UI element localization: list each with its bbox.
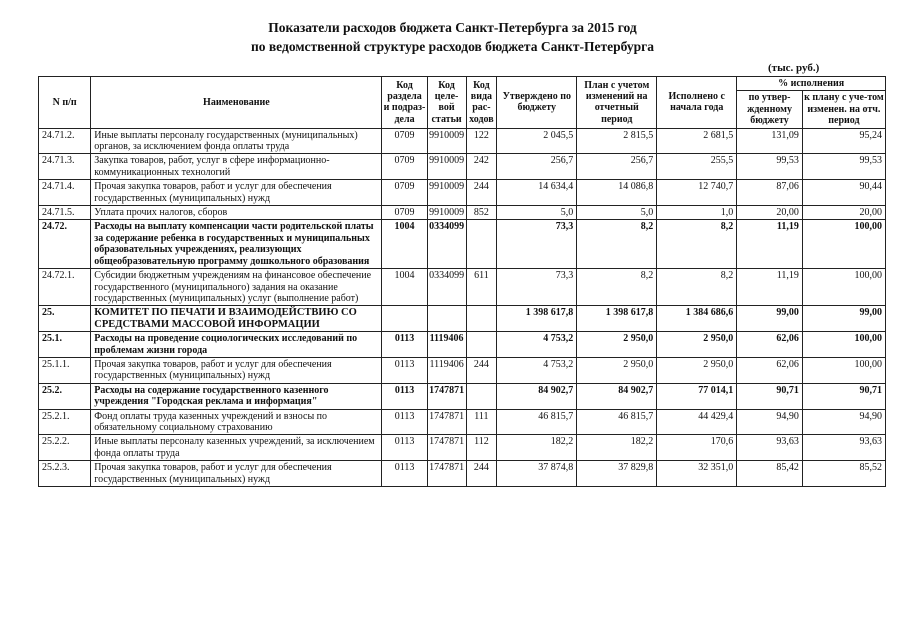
cell-name: Расходы на проведение социологических исследований по проблемам жизни города xyxy=(91,332,382,358)
cell-pct-budget: 87,06 xyxy=(737,180,803,206)
cell-plan: 1 398 617,8 xyxy=(577,306,657,332)
cell-kind: 112 xyxy=(466,435,497,461)
cell-kind: 111 xyxy=(466,409,497,435)
col-header-num: N п/п xyxy=(39,77,91,129)
cell-article: 1747871 xyxy=(427,435,466,461)
cell-num: 24.72.1. xyxy=(39,269,91,306)
cell-plan: 8,2 xyxy=(577,269,657,306)
cell-plan: 8,2 xyxy=(577,220,657,269)
cell-pct-budget: 11,19 xyxy=(737,269,803,306)
cell-plan: 2 950,0 xyxy=(577,332,657,358)
col-header-pct-group: % исполнения xyxy=(737,77,886,91)
cell-pct-plan: 93,63 xyxy=(802,435,885,461)
cell-kind: 244 xyxy=(466,357,497,383)
cell-name: Закупка товаров, работ, услуг в сфере информационно-коммуникационных технологий xyxy=(91,154,382,180)
cell-kind: 244 xyxy=(466,180,497,206)
cell-kind: 611 xyxy=(466,269,497,306)
cell-section: 0113 xyxy=(382,435,427,461)
cell-name: Иные выплаты персоналу казенных учреждений, за исключением фонда оплаты труда xyxy=(91,435,382,461)
col-header-executed: Исполнено с начала года xyxy=(657,77,737,129)
cell-section: 0709 xyxy=(382,180,427,206)
cell-kind: 242 xyxy=(466,154,497,180)
col-header-article: Код целе-вой статьи xyxy=(427,77,466,129)
cell-pct-budget: 20,00 xyxy=(737,206,803,220)
table-row xyxy=(39,357,886,383)
cell-num: 24.71.2. xyxy=(39,128,91,154)
cell-pct-plan: 90,71 xyxy=(802,383,885,409)
cell-plan: 5,0 xyxy=(577,206,657,220)
cell-name: Прочая закупка товаров, работ и услуг для обеспечения государственных (муниципальных) нужд xyxy=(91,180,382,206)
cell-approved: 84 902,7 xyxy=(497,383,577,409)
col-header-section: Код раздела и подраз-дела xyxy=(382,77,427,129)
cell-executed: 1 384 686,6 xyxy=(657,306,737,332)
cell-plan: 2 815,5 xyxy=(577,128,657,154)
col-header-name: Наименование xyxy=(91,77,382,129)
col-header-plan: План с учетом изменений на отчетный период xyxy=(577,77,657,129)
cell-executed: 1,0 xyxy=(657,206,737,220)
table-body xyxy=(39,128,886,486)
cell-executed: 2 950,0 xyxy=(657,332,737,358)
table-row xyxy=(39,332,886,358)
cell-pct-plan: 85,52 xyxy=(802,461,885,487)
cell-name: Расходы на выплату компенсации части родительской платы за содержание ребенка в государственных и муниципальных образовательных учреждениях, реализующих общеобразовательную программу дошкольного образования xyxy=(91,220,382,269)
cell-num: 25.2. xyxy=(39,383,91,409)
cell-article xyxy=(427,306,466,332)
cell-plan: 46 815,7 xyxy=(577,409,657,435)
cell-article: 1747871 xyxy=(427,461,466,487)
cell-pct-plan: 100,00 xyxy=(802,332,885,358)
cell-pct-budget: 131,09 xyxy=(737,128,803,154)
cell-pct-budget: 85,42 xyxy=(737,461,803,487)
cell-approved: 1 398 617,8 xyxy=(497,306,577,332)
cell-name: Прочая закупка товаров, работ и услуг для обеспечения государственных (муниципальных) нужд xyxy=(91,357,382,383)
cell-approved: 14 634,4 xyxy=(497,180,577,206)
table-row xyxy=(39,128,886,154)
cell-executed: 77 014,1 xyxy=(657,383,737,409)
cell-plan: 2 950,0 xyxy=(577,357,657,383)
title-line-1: Показатели расходов бюджета Санкт-Петербурга за 2015 год xyxy=(268,20,637,35)
title-line-2: по ведомственной структуре расходов бюджета Санкт-Петербурга xyxy=(250,39,655,54)
cell-section: 0113 xyxy=(382,332,427,358)
cell-pct-budget: 62,06 xyxy=(737,332,803,358)
table-row xyxy=(39,435,886,461)
cell-article: 0334099 xyxy=(427,220,466,269)
document-title xyxy=(0,18,905,56)
cell-section: 1004 xyxy=(382,220,427,269)
cell-pct-plan: 95,24 xyxy=(802,128,885,154)
cell-plan: 14 086,8 xyxy=(577,180,657,206)
cell-article: 1747871 xyxy=(427,383,466,409)
cell-kind xyxy=(466,332,497,358)
cell-approved: 5,0 xyxy=(497,206,577,220)
cell-approved: 46 815,7 xyxy=(497,409,577,435)
cell-kind: 852 xyxy=(466,206,497,220)
table-row xyxy=(39,409,886,435)
cell-pct-budget: 11,19 xyxy=(737,220,803,269)
cell-pct-budget: 90,71 xyxy=(737,383,803,409)
cell-num: 24.71.4. xyxy=(39,180,91,206)
cell-pct-plan: 100,00 xyxy=(802,357,885,383)
cell-kind: 122 xyxy=(466,128,497,154)
cell-approved: 256,7 xyxy=(497,154,577,180)
cell-approved: 2 045,5 xyxy=(497,128,577,154)
cell-section: 0709 xyxy=(382,154,427,180)
cell-pct-plan: 100,00 xyxy=(802,220,885,269)
cell-name: Уплата прочих налогов, сборов xyxy=(91,206,382,220)
cell-approved: 73,3 xyxy=(497,269,577,306)
cell-pct-plan: 94,90 xyxy=(802,409,885,435)
cell-pct-plan: 99,00 xyxy=(802,306,885,332)
cell-plan: 37 829,8 xyxy=(577,461,657,487)
cell-pct-plan: 99,53 xyxy=(802,154,885,180)
cell-section: 0113 xyxy=(382,357,427,383)
cell-article: 9910009 xyxy=(427,180,466,206)
units-label: (тыс. руб.) xyxy=(768,62,820,74)
cell-kind: 244 xyxy=(466,461,497,487)
table-row xyxy=(39,154,886,180)
cell-executed: 44 429,4 xyxy=(657,409,737,435)
table-row xyxy=(39,180,886,206)
cell-kind xyxy=(466,383,497,409)
cell-section: 0113 xyxy=(382,383,427,409)
cell-num: 24.71.3. xyxy=(39,154,91,180)
cell-num: 25.1. xyxy=(39,332,91,358)
cell-executed: 8,2 xyxy=(657,269,737,306)
cell-num: 24.71.5. xyxy=(39,206,91,220)
table-row xyxy=(39,206,886,220)
cell-article: 1119406 xyxy=(427,332,466,358)
col-header-kind: Код вида рас-ходов xyxy=(466,77,497,129)
cell-num: 24.72. xyxy=(39,220,91,269)
cell-num: 25.1.1. xyxy=(39,357,91,383)
table-row xyxy=(39,220,886,269)
cell-article: 9910009 xyxy=(429,207,465,219)
cell-approved: 73,3 xyxy=(497,220,577,269)
cell-name: Расходы на содержание государственного казенного учреждения "Городская реклама и информация" xyxy=(91,383,382,409)
cell-executed: 8,2 xyxy=(657,220,737,269)
cell-plan: 256,7 xyxy=(577,154,657,180)
table-row xyxy=(39,306,886,332)
cell-kind xyxy=(466,220,497,269)
cell-approved: 4 753,2 xyxy=(497,332,577,358)
table-row xyxy=(39,269,886,306)
cell-plan: 182,2 xyxy=(577,435,657,461)
cell-section: 0709 xyxy=(382,128,427,154)
table-header xyxy=(39,77,886,129)
cell-approved: 4 753,2 xyxy=(497,357,577,383)
cell-num: 25. xyxy=(39,306,91,332)
cell-kind xyxy=(466,306,497,332)
cell-pct-plan: 100,00 xyxy=(802,269,885,306)
cell-executed: 32 351,0 xyxy=(657,461,737,487)
cell-article: 9910009 xyxy=(427,154,466,180)
table-row xyxy=(39,383,886,409)
cell-pct-plan: 90,44 xyxy=(802,180,885,206)
cell-plan: 84 902,7 xyxy=(577,383,657,409)
cell-approved: 37 874,8 xyxy=(497,461,577,487)
cell-name: КОМИТЕТ ПО ПЕЧАТИ И ВЗАИМОДЕЙСТВИЮ СО СРЕДСТВАМИ МАССОВОЙ ИНФОРМАЦИИ xyxy=(91,306,382,332)
col-header-pct-budget: по утвер-жденному бюджету xyxy=(737,91,803,128)
cell-num: 25.2.2. xyxy=(39,435,91,461)
col-header-approved: Утверждено по бюджету xyxy=(497,77,577,129)
budget-table xyxy=(38,76,886,487)
cell-name: Иные выплаты персоналу государственных (муниципальных) органов, за исключением фонда оплаты труда xyxy=(91,128,382,154)
cell-pct-budget: 99,00 xyxy=(737,306,803,332)
cell-num: 25.2.1. xyxy=(39,409,91,435)
cell-executed: 12 740,7 xyxy=(657,180,737,206)
cell-pct-plan: 20,00 xyxy=(802,206,885,220)
cell-executed: 2 950,0 xyxy=(657,357,737,383)
cell-name: Субсидии бюджетным учреждениям на финансовое обеспечение государственного (муниципального) задания на оказание государственных (муниципальных) услуг (выполнение работ) xyxy=(91,269,382,306)
cell-approved: 182,2 xyxy=(497,435,577,461)
cell-article: 9910009 xyxy=(427,128,466,154)
cell-section: 0113 xyxy=(382,461,427,487)
cell-article: 1119406 xyxy=(427,357,466,383)
cell-section: 0113 xyxy=(382,409,427,435)
cell-executed: 2 681,5 xyxy=(657,128,737,154)
col-header-pct-plan: к плану с уче-том изменен. на отч. период xyxy=(804,92,884,127)
cell-pct-budget: 62,06 xyxy=(737,357,803,383)
table-row xyxy=(39,461,886,487)
cell-executed: 255,5 xyxy=(657,154,737,180)
cell-section: 0709 xyxy=(382,206,427,220)
cell-pct-budget: 93,63 xyxy=(737,435,803,461)
cell-name: Прочая закупка товаров, работ и услуг для обеспечения государственных (муниципальных) нужд xyxy=(91,461,382,487)
cell-pct-budget: 99,53 xyxy=(737,154,803,180)
cell-article: 0334099 xyxy=(427,269,466,306)
cell-name: Фонд оплаты труда казенных учреждений и взносы по обязательному социальному страхованию xyxy=(91,409,382,435)
cell-section xyxy=(382,306,427,332)
cell-section: 1004 xyxy=(382,269,427,306)
cell-pct-budget: 94,90 xyxy=(737,409,803,435)
cell-executed: 170,6 xyxy=(657,435,737,461)
cell-num: 25.2.3. xyxy=(39,461,91,487)
cell-article: 1747871 xyxy=(427,409,466,435)
